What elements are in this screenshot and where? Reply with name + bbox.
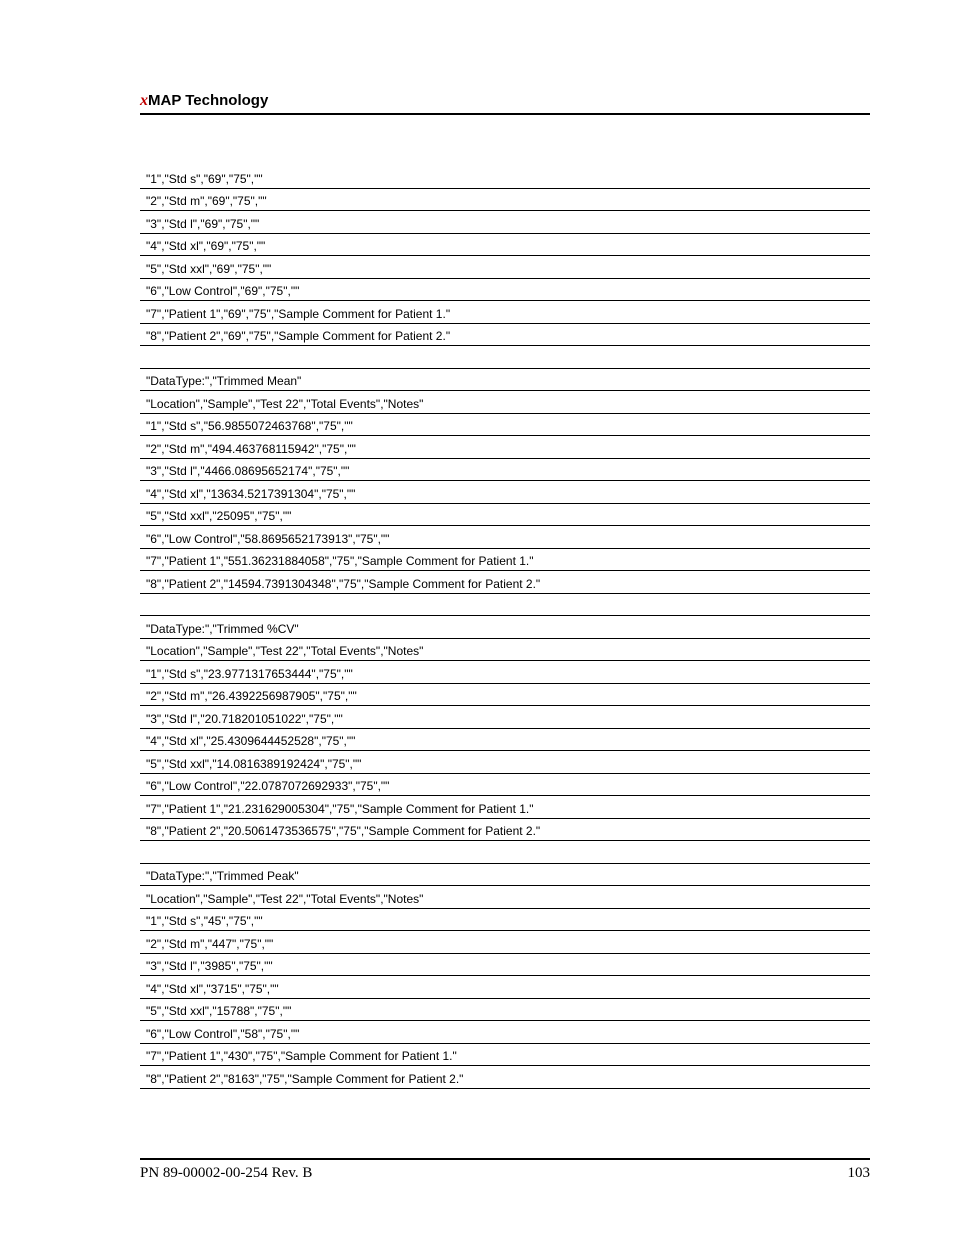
- page-footer: [140, 1158, 870, 1181]
- table-row-text: "5","Std xxl","14.0816389192424","75","": [146, 756, 362, 771]
- table-row-text: "7","Patient 1","21.231629005304","75","Sample Comment for Patient 1.": [146, 801, 534, 816]
- page-header: [140, 91, 870, 115]
- table-row-text: "8","Patient 2","20.5061473536575","75","Sample Comment for Patient 2.": [146, 824, 541, 838]
- table-row-text: "DataType:","Trimmed Mean": [146, 374, 302, 388]
- table-row: [140, 706, 870, 729]
- table-row-text: "7","Patient 1","551.36231884058","75","Sample Comment for Patient 1.": [146, 554, 534, 568]
- table-row-text: "Location","Sample","Test 22","Total Events","Notes": [146, 891, 424, 906]
- table-row-text: "8","Patient 2","14594.7391304348","75","Sample Comment for Patient 2.": [146, 576, 541, 591]
- table-row-blank: [140, 594, 870, 617]
- table-row: [140, 976, 870, 999]
- table-row-text: "3","Std l","20.718201051022","75","": [146, 711, 343, 726]
- table-row: [140, 189, 870, 212]
- table-row: [140, 166, 870, 189]
- table-row: [140, 1066, 870, 1089]
- table-row: [140, 1044, 870, 1067]
- table-row: [140, 684, 870, 707]
- table-row-text: "1","Std s","69","75","": [146, 171, 263, 186]
- table-row-text: "3","Std l","69","75","": [146, 216, 260, 231]
- table-row-text: "6","Low Control","58.8695652173913","75","": [146, 531, 390, 546]
- table-row-text: "4","Std xl","13634.5217391304","75","": [146, 486, 356, 501]
- table-row-text: "5","Std xxl","69","75","": [146, 261, 272, 276]
- table-row: [140, 571, 870, 594]
- document-title-prefix: x: [140, 92, 148, 109]
- table-row: [140, 909, 870, 932]
- table-row: [140, 256, 870, 279]
- table-row: [140, 661, 870, 684]
- table-row: [140, 459, 870, 482]
- table-row-text: "3","Std l","3985","75","": [146, 959, 273, 973]
- table-row-text: "5","Std xxl","25095","75","": [146, 509, 292, 523]
- table-row-text: "3","Std l","4466.08695652174","75","": [146, 464, 350, 478]
- table-row: [140, 751, 870, 774]
- table-row-text: "2","Std m","494.463768115942","75","": [146, 441, 356, 456]
- table-row-text: "5","Std xxl","15788","75","": [146, 1004, 292, 1018]
- table-row-text: "1","Std s","23.9771317653444","75","": [146, 666, 353, 681]
- table-row: [140, 931, 870, 954]
- table-row-text: "DataType:","Trimmed Peak": [146, 869, 299, 883]
- table-row: [140, 481, 870, 504]
- table-row-text: "4","Std xl","25.4309644452528","75","": [146, 734, 356, 748]
- table-row: [140, 526, 870, 549]
- csv-data-table: [140, 166, 870, 1089]
- table-row: [140, 1021, 870, 1044]
- table-row: [140, 819, 870, 842]
- table-row: [140, 999, 870, 1022]
- table-row: [140, 391, 870, 414]
- table-row: [140, 796, 870, 819]
- table-row-text: "6","Low Control","58","75","": [146, 1026, 300, 1041]
- page-number: 103: [847, 1165, 870, 1181]
- table-row: [140, 234, 870, 257]
- table-row-text: "DataType:","Trimmed %CV": [146, 621, 299, 636]
- part-number: PN 89-00002-00-254 Rev. B: [140, 1165, 313, 1181]
- table-row: [140, 954, 870, 977]
- document-title-rest: MAP Technology: [148, 92, 269, 109]
- table-row: [140, 864, 870, 887]
- table-row-text: "6","Low Control","69","75","": [146, 284, 300, 298]
- document-title: [140, 91, 268, 111]
- table-row-text: "Location","Sample","Test 22","Total Events","Notes": [146, 644, 424, 658]
- table-row-text: "8","Patient 2","8163","75","Sample Comment for Patient 2.": [146, 1071, 464, 1086]
- table-row: [140, 774, 870, 797]
- table-row-text: "2","Std m","26.4392256987905","75","": [146, 689, 357, 703]
- table-row: [140, 549, 870, 572]
- table-row-text: "4","Std xl","69","75","": [146, 239, 266, 253]
- table-row: [140, 639, 870, 662]
- table-row: [140, 324, 870, 347]
- table-row: [140, 729, 870, 752]
- table-row-blank: [140, 346, 870, 369]
- table-row-text: "1","Std s","45","75","": [146, 914, 263, 928]
- table-row: [140, 436, 870, 459]
- table-row-blank: [140, 841, 870, 864]
- table-row: [140, 504, 870, 527]
- table-row: [140, 369, 870, 392]
- table-row-text: "6","Low Control","22.0787072692933","75","": [146, 779, 390, 793]
- table-row-text: "2","Std m","447","75","": [146, 936, 274, 951]
- table-row: [140, 211, 870, 234]
- table-row-text: "7","Patient 1","69","75","Sample Comment for Patient 1.": [146, 306, 451, 321]
- table-row: [140, 414, 870, 437]
- table-row-text: "4","Std xl","3715","75","": [146, 981, 279, 996]
- table-row: [140, 616, 870, 639]
- table-row-text: "Location","Sample","Test 22","Total Events","Notes": [146, 396, 424, 411]
- table-row-text: "2","Std m","69","75","": [146, 194, 267, 208]
- table-row-text: "8","Patient 2","69","75","Sample Comment for Patient 2.": [146, 329, 451, 343]
- table-row: [140, 301, 870, 324]
- table-row-text: "1","Std s","56.9855072463768","75","": [146, 419, 353, 433]
- table-row: [140, 279, 870, 302]
- table-row-text: "7","Patient 1","430","75","Sample Comment for Patient 1.": [146, 1049, 457, 1063]
- table-row: [140, 886, 870, 909]
